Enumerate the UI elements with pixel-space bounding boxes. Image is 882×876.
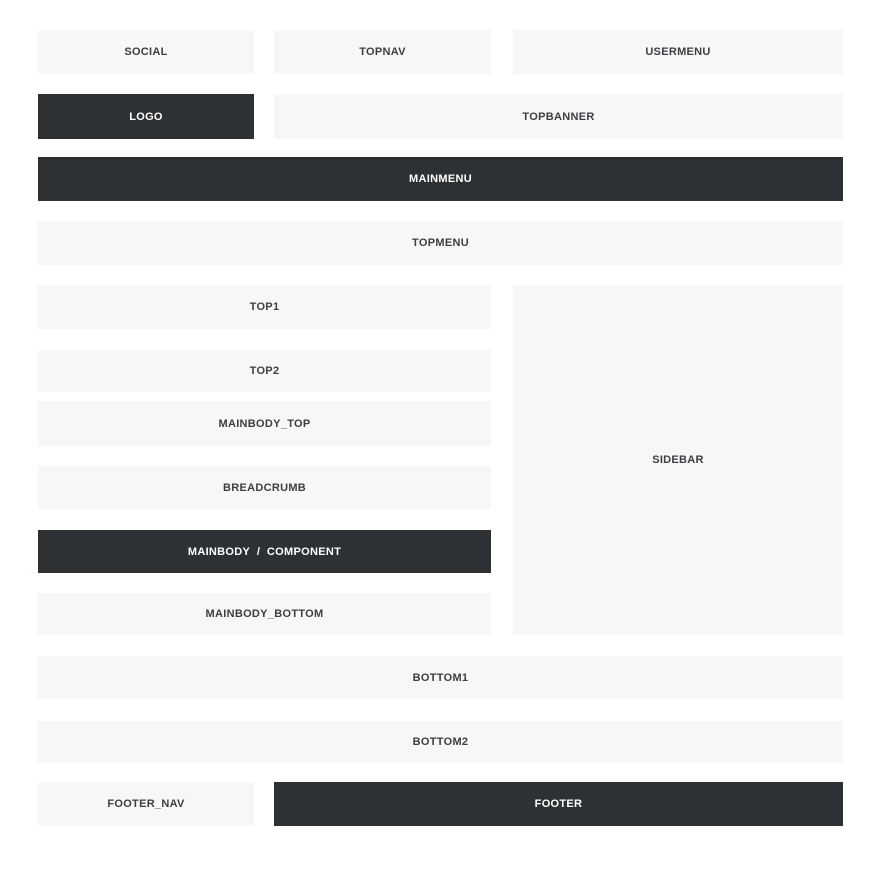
position-block-topbanner [274,94,843,139]
position-label-top1: TOP1 [249,301,280,313]
position-label-mainbody-component: MAINBODY / COMPONENT [187,545,342,558]
position-block-breadcrumb [38,466,491,509]
position-block-topnav [274,30,491,74]
position-block-mainmenu [38,157,843,201]
position-label-topbanner: TOPBANNER [522,110,595,123]
position-block-bottom2 [38,721,843,763]
position-label-footer: FOOTER [534,798,583,810]
position-block-footer [274,782,843,826]
position-label-social: SOCIAL [124,46,168,58]
position-label-bottom2: BOTTOM2 [412,736,469,748]
position-block-sidebar [513,285,843,635]
position-label-logo: LOGO [129,110,163,123]
position-label-mainbody-top: MAINBODY_TOP [218,417,311,430]
position-block-topmenu [38,221,843,265]
position-block-mainbody-top [38,401,491,446]
position-block-social [38,30,254,74]
position-block-mainbody-component [38,530,491,573]
position-label-breadcrumb: BREADCRUMB [222,481,307,494]
position-block-mainbody-bottom [38,593,491,635]
position-block-footer-nav [38,782,254,826]
position-block-logo [38,94,254,139]
position-label-top2: TOP2 [249,365,280,377]
position-label-mainmenu: MAINMENU [409,173,472,185]
position-label-usermenu: USERMENU [645,46,711,58]
position-block-top2 [38,350,491,392]
position-label-bottom1: BOTTOM1 [412,671,469,684]
position-label-sidebar: SIDEBAR [652,454,704,466]
position-label-footer-nav: FOOTER_NAV [107,798,185,810]
position-label-mainbody-bottom: MAINBODY_BOTTOM [205,608,324,620]
position-block-top1 [38,285,491,329]
position-block-bottom1 [38,656,843,699]
position-block-usermenu [513,30,843,74]
position-label-topmenu: TOPMENU [412,237,469,249]
position-label-topnav: TOPNAV [359,46,406,58]
